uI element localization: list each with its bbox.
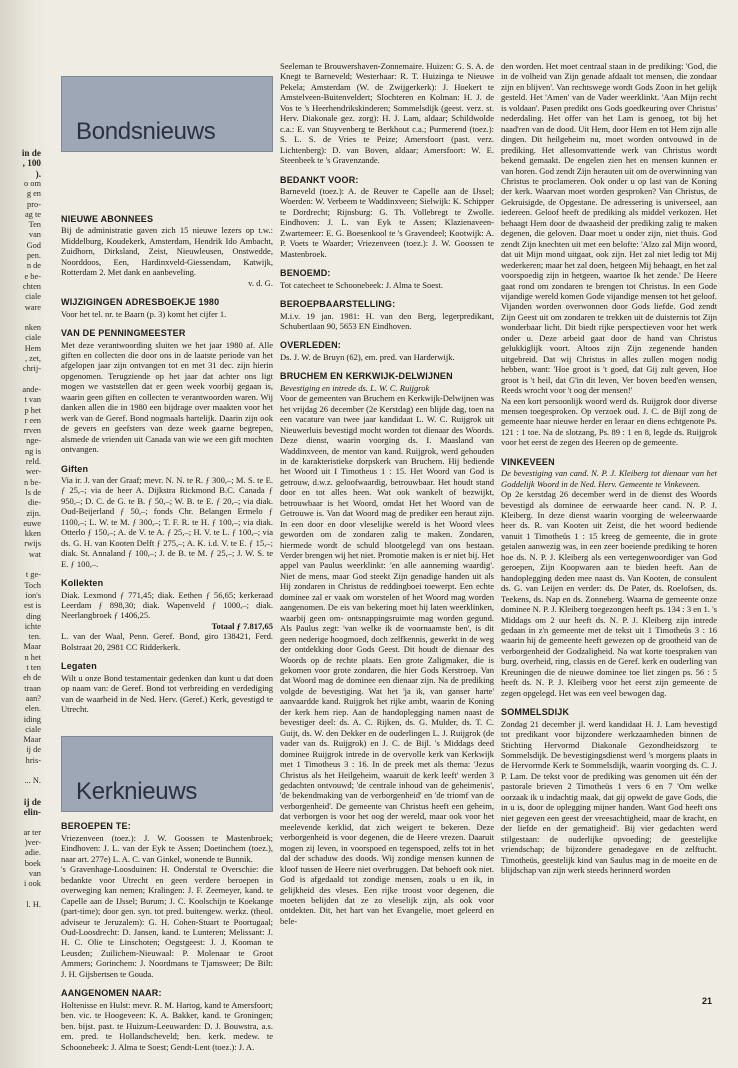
gutter-fragment: ciale	[25, 292, 41, 302]
subheading: Bevestiging en intrede ds. L. W. C. Ruijgrok	[280, 382, 430, 393]
gutter-fragment: zijn.	[26, 508, 41, 518]
gutter-fragment: Maar	[23, 642, 41, 652]
gutter-fragment: die-	[27, 498, 41, 508]
gutter-fragment: ande-	[22, 384, 41, 394]
paragraph: Seeleman te Brouwershaven-Zonnemaire. Huizen: G. S. A. de Knegt te Barneveld; Westerhaar: R. T. Huizinga te Nieuwe Pekela; Amsterdam (W. de Zwijgerkerk): J. Hoekert te Amstelveen-Buitenveldert; Slochteren en Kolman: H. J. de Vos te 's Heerhendrikskinderen; Sommelsdijk (geest. verz. st. Herv. Diakonale gez. zorg): H. J. Lam, aldaar; Schildwolde c.a.: E. van Stuyvenberg te Berkhout c.a.; Purmerend (toez.): S. L. S. de Vries te Peize; Amersfoort (past. verz. Lichtenberg): D. van Boven, aldaar; Amersfoort: W. E. Steenbeek te 's Gravenzande.	[280, 61, 494, 166]
gutter-fragment: Maar	[23, 735, 41, 745]
section-heading: BEDANKT VOOR:	[280, 174, 359, 185]
gutter-fragment: chrij-	[22, 364, 41, 374]
section-heading: AANGENOMEN NAAR:	[61, 988, 162, 999]
kerknieuws-title: Kerknieuws	[76, 778, 198, 806]
gutter-fragment: t van	[24, 395, 41, 405]
gutter-fragment: ding	[26, 611, 41, 621]
section-heading: VAN DE PENNINGMEESTER	[61, 328, 186, 339]
paragraph: den worden. Het moet centraal staan in de prediking: 'God, die in de volheid van Zijn genade afdaalt tot mensen, die zondaar zijn en blijven'. Van rechtswege wordt Gods Zoon in het gelijk gesteld. Het 'Amen' van de Vader weerklinkt. 'Aan Mijn recht is voldaan'. Pasen predikt ons Gods goedkeuring over Christus' nederdaling. Het offer van het Lam is genoeg, tot bij het naad'ren van de dood. Uit Hem, door Hem en tot Hem zijn alle dingen. Dit heilgeheim nu, moet worden ontvouwd in de prediking. Het allesomvattende werk van Christus wordt bekend gemaakt. De engelen zien het en mensen kunnen er van horen. God zendt Zijn herauten uit om de overwinning van Christus te proclameren. Ook onder u op last van de Koning der kerk. Waarvan moet worden gesproken? Van Christus, de Gekruisigde, de Opgestane. De adressering is universeel, aan iedereen. Geloof heeft de prediking als middel verkozen. Het behaagt Hem door de dwaasheid der prediking zalig te maken degenen, die geloven. Daar moet u onder zijn, niet thuis. God zendt Zijn knechten uit met een belofte: 'Alzo zal Mijn woord, dat uit Mijn mond uitgaat, ook zijn. Het zal niet ledig tot Mij wederkeren; maar het zal doen, hetgeen Mij behaagt, en het zal voorspoedig zijn in hetgeen, waartoe Ik het zende.' De Heere gaat rond om zondaren te brengen tot Christus. In een Gode vijandige wereld komen Gode vijandige mensen tot het geloof. Vijanden worden overwonnen door Gods liefde. God zendt Zijn Geest uit om zondaren te trekken uit de duisternis tot Zijn wonderbaar licht. Dit biedt rijke perspectieven voor het werk onder u. Deze arbeid gaat door de hand van Christus gelukkiglijk voort. Altoos zijn Zijn zegenende handen uitgebreid. Dat wij Christus in alles zullen mogen nodig hebben, want: 'Hoe groot is 't goed, dat Gij zult geven, Hoe groot is 't heil, dat G'in dit leven, Ver boven beed'en wensen, Reeds wrocht voor 't oog der mensen!'	[501, 61, 717, 396]
subheading: De bevestiging van cand. N. P. J. Kleiberg tot dienaar van het Goddelijk Woord in de Ned. Herv. Gemeente te Vinkeveen.	[501, 468, 717, 489]
gutter-fragment: t ge-	[25, 570, 41, 580]
gutter-fragment: r een	[24, 415, 41, 425]
section-heading: SOMMELSDIJK	[501, 707, 570, 718]
gutter-fragment: )ver-	[24, 838, 41, 848]
gutter-fragment: est is	[24, 601, 41, 611]
gutter-fragment: ten.	[28, 632, 41, 642]
gutter-fragment: aan?	[25, 693, 41, 703]
gutter-fragment: Toch	[24, 580, 41, 590]
gutter-fragment: i ook	[24, 879, 41, 889]
section-heading: NIEUWE ABONNEES	[61, 214, 154, 224]
gutter-fragment: reld.	[25, 457, 41, 466]
column-2	[280, 61, 494, 1006]
section-heading: WIJZIGINGEN ADRESBOEKJE 1980	[61, 297, 220, 308]
paragraph: 's Gravenhage-Loosduinen: H. Onderstal te Overschie: die bedankte voor Utrecht en geen verdere beroepen in overweging kan nemen; Kralingen: J. F. Zeemeyer, kand. te Capelle aan de IJssel; Burum; J. C. Koolschijn te Koekange (part-time); door gen. syn. tot pred. buitengew. werkz. (theol. adviseur te Jeruzalem): G. H. Cohen-Stuart te Poortugaal; Oud-Loosdrecht: D. Jansen, kand. te Lunteren; Melissant: J. H. C. Olie te Linschoten; Oegstgeest: J. J. Kooman te Leusden; Zuilichem-Nieuwaal: P. Molenaar te Groot Ammers; Gorinchem: J. Noordmans te Tjamsweer; De Bilt: J. H. Gijsbertsen te Gouda.	[61, 864, 273, 979]
gutter-fragment: euwe	[23, 518, 41, 528]
section-heading: BEROEPBAARSTELLING:	[280, 299, 396, 310]
section-heading: BENOEMD:	[280, 268, 331, 279]
gutter-fragment: rwijs	[24, 539, 41, 549]
gutter-fragment: elen.	[24, 704, 41, 714]
gutter-fragment: n be-	[24, 477, 41, 487]
gutter-fragment: ng is	[24, 446, 41, 456]
section-heading: Kollekten	[61, 578, 104, 589]
gutter-fragment: o om	[24, 178, 41, 188]
gutter-fragment: t ten	[26, 663, 41, 672]
gutter-fragment: ls de	[25, 487, 41, 497]
gutter-fragment: chten	[22, 281, 41, 291]
paragraph: Zondag 21 december jl. werd kandidaat H. J. Lam bevestigd tot predikant voor bijzondere werkzaamheden binnen de Stichting Hervormd Diakonale Gezondheidszorg te Sommelsdijk. De bevestigingsdienst werd 's morgens plaats in de Hervormde Kerk te Sommelsdijk, waarin voorging ds. C. J. P. Lam. De tekst voor de prediking was genomen uit één der pastorale brieven 2 Timotheüs 1 vers 6 en 7 'Om welke oorzaak ik u indachtig maak, dat gij opwekt de gave Gods, die in u is, door de oplegging mijner handen. Want God heeft ons niet gegeven een geest der vreesachtigheid, maar de kracht, en der liefde en der gematigheid'. Bij vier gedachten werd stilgestaan: de ouderlijke opvoeding; de geestelijke vriendschap; de bijzondere genadegave en de zelftucht. Timotheüs, geestelijk kind van Saulus mag in de moeite en de blijdschap van zijn werk steeds herinnerd worden	[501, 718, 717, 875]
bondsnieuws-banner	[61, 76, 273, 152]
section-heading: OVERLEDEN:	[280, 340, 342, 351]
signature: v. d. G.	[248, 277, 273, 288]
gutter-fragment: ware	[24, 302, 41, 312]
gutter-fragment: ar ter	[23, 827, 41, 837]
gutter-fragment: ichte	[24, 621, 41, 631]
gutter-fragment: adie.	[24, 848, 41, 858]
gutter-fragment: in de	[21, 148, 41, 158]
gutter-fragment: eh de	[23, 673, 41, 683]
paragraph: Ds. J. W. de Bruyn (62), em. pred. van Harderwijk.	[280, 351, 455, 362]
gutter-fragment: nge-	[26, 436, 41, 446]
gutter-fragment: traan	[24, 683, 41, 693]
gutter-fragment: ciale	[25, 333, 41, 343]
gutter-fragment: wat	[28, 549, 41, 559]
gutter-fragment: ion's	[25, 590, 41, 600]
total-amount: Totaal ƒ 7.817,65	[211, 620, 273, 631]
paragraph: Voor het tel. nr. te Baarn (p. 3) komt het cijfer 1.	[61, 308, 227, 319]
gutter-fragment: pro-	[27, 199, 41, 209]
gutter-fragment: ... N.	[24, 776, 41, 786]
section-heading: VINKEVEEN	[501, 456, 555, 467]
paragraph: Barneveld (toez.): A. de Reuver te Capelle aan de IJssel; Woerden: W. Verbeem te Waddinxveen; Sielwijk: K. Schipper te Dordrecht; Rijnsburg: G. Th. Vollebregt te Zwolle. Eindhoven: J. L. van Eyk te Assen; Klazienaveen-Zwartemeer: E. G. Boesenkool te 's Gravendeel; Kootwijk: A. P. Voets te Waarder; Vriezenveen (toez.): J. W. Goossen te Mastenbroek.	[280, 185, 494, 259]
paragraph: Op 2e kerstdag 26 december werd in de dienst des Woords bevestigd als dominee de eerwaarde heer cand. N. P. J. Kleiberg. In deze dienst waarin voorging de weleerwaarde heer ds. R. van Kooten uit Zeist, die het woord bediende vanuit 1 Timotheüs 1 : 15 kreeg de gemeente, die in grote getalen aanwezig was, in een zeer boeiende prediking te horen hoe ds. N. P. J. Kleiberg als een vertegenwoordiger van God geroepen, Zijn Koopwaren aan te bieden heeft. Aan de handoplegging deden mee naast ds. Van Kooten, de consulent ds. G. van Leijen en verder: ds. De Pater, ds. Roelofsen, ds. Teekens, ds. Nap en ds. Zonneberg. Waarna de gemeente onze dominee N. P. J. Kleiberg toegezongen heeft ps. 134 : 3 en 1. 's Middags om 2 uur heeft ds. N. P. J. Kleiberg zijn intrede gedaan in z'n gemeente met de tekst uit 1 Timotheüs 3 : 16 waarin hij de gemeente heeft gewezen op de grootheid van de verborgenheid der Godzaligheid. Na wat korte toespraken van burg. overheid, ring, classis en de Geref. kerk en ouderling van Kreuningen die de nieuwe dominee toe liet zingen ps. 56 : 5 heeft ds. N. P. J. Kleiberg voor het eerst zijn gemeente de zegen opgelegd. Het was een veel bewogen dag.	[501, 489, 717, 698]
previous-page-fragment	[0, 0, 44, 1068]
paragraph: Tot catecheet te Schoonebeek: J. Alma te Soest.	[280, 279, 443, 290]
paragraph: Wilt u onze Bond testamentair gedenken dan kunt u dat doen op naam van: de Geref. Bond tot verbreiding en verdediging van de waarheid in de Ned. Herv. (Geref.) Kerk, gevestigd te Utrecht.	[61, 672, 273, 715]
paragraph: Na een kort persoonlijk woord werd ds. Ruijgrok door diverse mensen toegesproken. Op verzoek oud. J. C. de Bijl zong de gemeente haar nieuwe herder en leraar en diens echtgenote Ps. 121 : 1 toe. Na de slotzang, Ps. 89 : 1 en 8, legde ds. Ruijgrok voor het eerst de zegen des Heeren op de gemeente.	[501, 395, 717, 448]
treasurer-address: L. van der Waal, Penn. Geref. Bond, giro 138421, Ferd. Bolstraat 20, 2981 CC Ridderkerk.	[61, 631, 273, 652]
gutter-fragment: e be-	[24, 271, 41, 281]
gutter-fragment: , zet,	[24, 354, 41, 363]
gutter-fragment: nken	[24, 323, 41, 333]
bondsnieuws-title: Bondsnieuws	[76, 117, 216, 145]
gutter-fragment: ij de	[23, 796, 41, 807]
section-heading: BEROEPEN TE:	[61, 821, 131, 832]
section-heading: Legaten	[61, 661, 97, 672]
gutter-fragment: l. H.	[26, 899, 41, 909]
paragraph: Vriezenveen (toez.): J. W. Goossen te Mastenbroek; Eindhoven: J. L. van der Eyk te Assen; Doetinchem (toez.), naar art. 277e) L. A. C. van Ginkel, wonende te Bunnik.	[61, 832, 273, 864]
paragraph: Met deze verantwoording sluiten we het jaar 1980 af. Alle giften en collecten die door ons in de laatste periode van het afgelopen jaar zijn ontvangen tot en met 31 dec. zijn hierin opgenomen. Terugziende op het jaar dat achter ons ligt mogen we vaststellen dat er geen week voorbij gegaan is, waarin geen giften en collecten te verantwoorden waren. Wij danken allen die in 1980 een bijdrage over maakten voor het werk van de Geref. Bond nogmaals hartelijk. Daarin zijn ook de gevers en geefsters van deze week gaarne begrepen, alsmede de vrienden uit Canada van wie we een gift mochten ontvangen.	[61, 339, 273, 455]
gutter-fragment: God	[26, 240, 41, 250]
gutter-fragment: wer-	[25, 467, 41, 477]
section-heading: Giften	[61, 463, 89, 474]
column-3	[501, 61, 717, 1006]
gutter-fragment: n de	[26, 261, 41, 271]
paragraph: Voor de gemeenten van Bruchem en Kerkwijk-Delwijnen was het vrijdag 26 december (2e Kerstdag) een blijde dag, toen na een vacature van twee jaar kandidaat L. W. C. Ruijgrok uit Nieuwerluis bevestigd mocht worden tot dienaar des Woords. Deze dienst, waarin voorging ds. I. Maasland van Waddinxveen, de mentor van kand. Ruijgrok, werd gehouden in de karakteristieke dorpskerk van Bruchem. Hij bediende het Woord uit I Timotheus 1 : 15. Het Woord van God is getrouw, d.w.z. geloofwaardig, betrouwbaar. Het houdt stand door en tot alles heen. Wat ook wankelt of bezwijkt, betrouwbaar is het Woord, omdat Het het Woord van de Getrouwe is. Van dat Woord mag de prediker een heraut zijn. In een door en door vleselijke wereld is het Woord vlees geworden om de zondaren zalig te maken. Zondaren, hiermede wordt de schuld blootgelegd van ons bestaan. Verder brengen wij het niet. Promotie maken is er niet bij. Het appel van Paulus weerklinkt: 'en alle aanneming waardig'. Niet de mens, maar God steekt Zijn genadige handen uit als Hij zondaren in Christus de reddingboei toewerpt. Een echte dominee zal er vaak om worstelen of het Woord mag worden aangenomen. De eis van bekering moet hij laten weerklinken, waarbij geen om- ontsnappingsruimte mag worden gegund. Als Paulus zegt: 'van welke ik de voornaamste ben', is dit geen nederige hoogmoed, doch zelfkennis, gewerkt in de weg der ontdekking door Gods Geest. Dit houdt de dienaar des Woords op de rechte plaats. Een grote Zaligmaker, die is gekomen voor grote zondaren, die hier Gods Kerstroep. Van dat Woord mag de dominee een dienaar zijn. Na de prediking volgde de bevestiging. Wat het 'ja ik, van ganser harte' aanvaardde kand. Ruijgrok het rijke ambt, waarin de Koning der kerk hem riep. Aan de handoplegging namen naast de bevestiger deel: ds. A. C. Rijken, ds. G. Mulder, ds. T. C. Guijt, ds. W. den Dekker en de ouderlingen L. J. Ruijgrok (de vader van ds. Ruijgrok) en J. C. de Bijl. 's Middags deed dominee Ruijgrok intrede in de overvolle kerk van Kerkwijk met 1 Timotheus 3 : 16. In de preek met als thema: 'Jezus Christus als het Heilgeheim, waaruit de kerk leeft' werden 3 gedachten ontvouwd; 'de centrale inhoud van de geheimenis', 'de bekendmaking van de verborgenheid' en 'de triomf van de verborgenheid'. De gemeente van Christus heeft een geheim, dat verborgen is voor het oog der wereld, maar ook voor het meelevende kerklid, dat zich weigert te bekeren. Deze verborgenheid is voor degenen, die de Heere vrezen. Daaruit mogen zij leven, in voorspoed en tegenspoed, zelfs tot in het dal der schaduw des doods. Wij zondige mensen kunnen de kloof tussen de Heere niet overbruggen. Dat behoeft ook niet. God is afgedaald tot zondige mensen, zoals u en ik, in gelijkheid des vleses. Een rijke troost voor degenen, die moeten belijden dat ze zo vleselijk zijn, als ook voor ontdekten. Dit, het hart van het Evangelie, moet geleerd en bele-	[280, 393, 494, 926]
gutter-fragment: hris-	[25, 755, 41, 765]
gutter-fragment: rrven	[23, 426, 41, 436]
page-number: 21	[701, 996, 712, 1006]
paragraph: Holtenisse en Hulst: mevr. R. M. Hartog, kand te Amersfoort; ben. vic. te Hoogeveen: K. A. Bakker, kand. te Groningen; ben. bijst. past. te Huizum-Leeuwarden: D. J. Bouwstra, a.s. em. pred. te Hollandscheveld; ben. kerk. medew. te Schoonebeek: J. Alma te Soest; Gendt-Lent (toez.): J. A.	[61, 999, 273, 1052]
gutter-fragment: Ten	[28, 220, 41, 230]
paragraph: Diak. Lexmond ƒ 771,45; diak. Eethen ƒ 56,65; kerkeraad Leerdam ƒ 898,30; diak. Wapenveld ƒ 1000,–; diak. Neerlangbroek ƒ 1406,25.	[61, 589, 273, 621]
section-heading: BRUCHEM EN KERKWIJK-DELWIJNEN	[280, 371, 453, 382]
gutter-fragment: ag te	[24, 209, 41, 219]
gutter-fragment: kken	[24, 529, 41, 539]
gutter-fragment: van	[28, 869, 41, 878]
gutter-fragment: pen.	[26, 251, 41, 260]
gutter-fragment: ij de	[26, 745, 41, 755]
gutter-fragment: ciale	[25, 724, 41, 734]
gutter-fragment: p het	[24, 405, 41, 415]
column-1	[61, 76, 273, 1052]
gutter-fragment: van	[28, 230, 41, 240]
paragraph: Via ir. J. van der Graaf; mevr. N. N. te R. ƒ 300,–; M. S. te E. ƒ 25,–; via de heer A. Dijkstra Rickmond B.C. Canada ƒ 950,–; D. C. de G. te B. ƒ 50,–; W. B. te E. ƒ 20,–; via diak. Oud-Beijerland ƒ 50,–; fonds Chr. Belangen Ermelo ƒ 1100,–; L. W. te M. ƒ 300,–; T. F. R. te H. ƒ 100,–; via diak. Otterlo ƒ 150,–; A. de V. te A. ƒ 25,–; H. V. te L. ƒ 100,–; via ds. G. H. van Kooten Delft ƒ 275,–; A. K. i.d. V. te E. ƒ 15,–; diak. St. Annaland ƒ 100,–; J. de B. te M. ƒ 25,–; J. W. S. te E. ƒ 100,–.	[61, 474, 273, 569]
gutter-fragment: boek	[24, 858, 41, 868]
paragraph: Bij de administratie gaven zich 15 nieuwe lezers op t.w.: Middelburg, Koudekerk, Amsterdam, Hendrik Ido Ambacht, Zuidhorn, Dirksland, Zeist, Nieuwleusen, Onstwedde, Noorddoos, Een, Hardinxveld-Giessendam, Katwijk, Rotterdam 2. Met dank en aanbeveling.	[61, 225, 273, 278]
gutter-fragment: Hem	[24, 343, 41, 353]
gutter-fragment: g en	[26, 189, 41, 199]
kerknieuws-banner	[61, 736, 273, 812]
gutter-fragment: ).	[35, 168, 41, 179]
gutter-fragment: iding	[23, 714, 41, 724]
paragraph: M.i.v. 19 jan. 1981: H. van den Berg, legerpredikant, Schubertlaan 90, 5653 EN Eindhoven.	[280, 310, 494, 331]
gutter-fragment: elin-	[23, 807, 41, 818]
gutter-fragment: n het	[24, 652, 41, 662]
gutter-fragment: , 100	[22, 158, 41, 169]
